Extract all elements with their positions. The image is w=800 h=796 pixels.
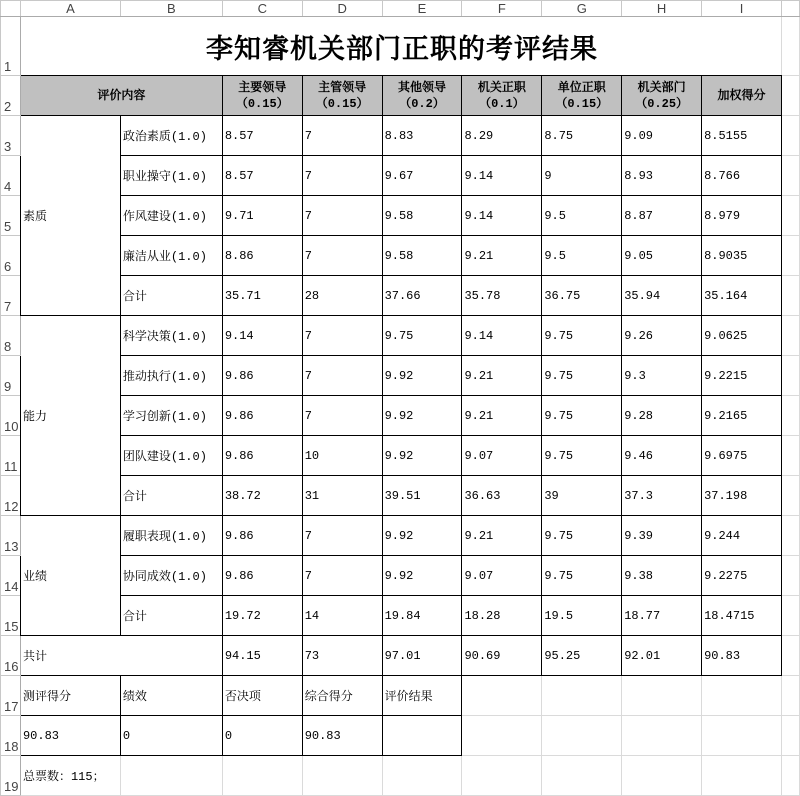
group-label[interactable]: 素质 [20,116,120,316]
item-label[interactable]: 作风建设(1.0) [120,196,222,236]
cell[interactable] [781,596,799,636]
header-name: 机关正职 [477,80,526,95]
row-header[interactable]: 18 [1,716,21,756]
value-cell[interactable]: 8.57 [222,156,302,196]
value-cell[interactable]: 38.72 [222,476,302,516]
total-value[interactable]: 92.01 [622,636,702,676]
row-header[interactable]: 10 [1,396,21,436]
row-header[interactable]: 3 [1,116,21,156]
value-cell[interactable]: 9.28 [622,396,702,436]
value-cell[interactable]: 9.86 [222,436,302,476]
item-label[interactable]: 科学决策(1.0) [120,316,222,356]
summary-label[interactable]: 评价结果 [382,676,462,716]
cell[interactable] [781,436,799,476]
value-cell[interactable]: 18.28 [462,596,542,636]
value-cell[interactable]: 8.29 [462,116,542,156]
value-cell[interactable]: 39.51 [382,476,462,516]
value-cell[interactable]: 9.07 [462,436,542,476]
value-cell[interactable]: 9.244 [702,516,782,556]
value-cell[interactable]: 8.86 [222,236,302,276]
cell[interactable] [462,716,542,756]
value-cell[interactable]: 9.21 [462,516,542,556]
header-evaluation-content[interactable]: 评价内容 [20,76,222,116]
value-cell[interactable]: 9.3 [622,356,702,396]
cell[interactable] [781,716,799,756]
value-cell[interactable]: 8.87 [622,196,702,236]
value-cell[interactable]: 7 [302,156,382,196]
value-cell[interactable]: 9.92 [382,516,462,556]
cell[interactable] [781,196,799,236]
cell[interactable] [781,76,799,116]
item-label[interactable]: 合计 [120,276,222,316]
value-cell[interactable]: 9.2275 [702,556,782,596]
select-all-corner[interactable] [1,1,21,17]
summary-value[interactable]: 0 [120,716,222,756]
total-value[interactable]: 95.25 [542,636,622,676]
item-label[interactable]: 履职表现(1.0) [120,516,222,556]
header-weight: （0.25） [635,96,689,111]
row-header[interactable]: 17 [1,676,21,716]
value-cell[interactable]: 9.39 [622,516,702,556]
value-cell[interactable]: 9.86 [222,516,302,556]
value-cell[interactable]: 18.4715 [702,596,782,636]
value-cell[interactable]: 19.5 [542,596,622,636]
cell[interactable] [781,236,799,276]
summary-label[interactable]: 测评得分 [20,676,120,716]
row-header[interactable]: 12 [1,476,21,516]
value-cell[interactable]: 8.5155 [702,116,782,156]
summary-label[interactable]: 综合得分 [302,676,382,716]
value-cell[interactable]: 7 [302,116,382,156]
value-cell[interactable]: 9.92 [382,396,462,436]
value-cell[interactable]: 7 [302,396,382,436]
value-cell[interactable]: 9.5 [542,236,622,276]
column-header-empty[interactable] [781,1,799,17]
header-name: 主要领导 [238,80,287,95]
value-cell[interactable]: 9.75 [542,316,622,356]
value-cell[interactable]: 9.58 [382,236,462,276]
row-header[interactable]: 6 [1,236,21,276]
value-cell[interactable]: 9.0625 [702,316,782,356]
value-cell[interactable]: 39 [542,476,622,516]
value-cell[interactable]: 8.75 [542,116,622,156]
row-header[interactable]: 1 [1,17,21,76]
cell[interactable] [781,316,799,356]
row-header[interactable]: 14 [1,556,21,596]
item-label[interactable]: 政治素质(1.0) [120,116,222,156]
item-label[interactable]: 协同成效(1.0) [120,556,222,596]
column-header-I[interactable]: I [702,1,782,17]
header-3[interactable] [382,76,462,116]
value-cell[interactable]: 9.14 [462,196,542,236]
cell[interactable] [462,676,542,716]
cell[interactable] [781,396,799,436]
value-cell[interactable]: 9.09 [622,116,702,156]
header-weight: （0.2） [399,96,445,111]
row-header[interactable]: 15 [1,596,21,636]
value-cell[interactable]: 9.26 [622,316,702,356]
value-cell[interactable]: 19.72 [222,596,302,636]
total-label[interactable]: 共计 [20,636,222,676]
row-header[interactable]: 16 [1,636,21,676]
column-header-G[interactable]: G [542,1,622,17]
header-name: 加权得分 [717,88,766,103]
summary-value[interactable]: 90.83 [302,716,382,756]
total-votes[interactable]: 总票数：115； [20,756,120,796]
value-cell[interactable]: 8.979 [702,196,782,236]
value-cell[interactable]: 35.71 [222,276,302,316]
value-cell[interactable]: 9.71 [222,196,302,236]
value-cell[interactable]: 7 [302,236,382,276]
header-2[interactable] [302,76,382,116]
value-cell[interactable]: 8.83 [382,116,462,156]
summary-value[interactable]: 0 [222,716,302,756]
cell[interactable] [781,476,799,516]
value-cell[interactable]: 36.75 [542,276,622,316]
header-6[interactable] [622,76,702,116]
cell[interactable] [542,676,622,716]
value-cell[interactable]: 19.84 [382,596,462,636]
header-weight: （0.1） [479,96,525,111]
total-value[interactable]: 90.83 [702,636,782,676]
value-cell[interactable]: 9.6975 [702,436,782,476]
summary-value[interactable]: 90.83 [20,716,120,756]
row-header[interactable]: 19 [1,756,21,796]
value-cell[interactable]: 7 [302,196,382,236]
cell[interactable] [702,676,782,716]
value-cell[interactable]: 37.198 [702,476,782,516]
value-cell[interactable]: 9.05 [622,236,702,276]
summary-label[interactable]: 绩效 [120,676,222,716]
value-cell[interactable]: 9.75 [542,356,622,396]
value-cell[interactable]: 37.66 [382,276,462,316]
value-cell[interactable]: 9.86 [222,396,302,436]
value-cell[interactable]: 35.78 [462,276,542,316]
value-cell[interactable]: 9.5 [542,196,622,236]
value-cell[interactable]: 8.57 [222,116,302,156]
cell[interactable] [781,636,799,676]
column-header-B[interactable]: B [120,1,222,17]
value-cell[interactable]: 35.94 [622,276,702,316]
value-cell[interactable]: 9.86 [222,556,302,596]
header-4[interactable] [462,76,542,116]
total-value[interactable]: 97.01 [382,636,462,676]
column-header-C[interactable]: C [222,1,302,17]
column-header-A[interactable]: A [20,1,120,17]
column-header-D[interactable]: D [302,1,382,17]
header-5[interactable] [542,76,622,116]
row-header[interactable]: 13 [1,516,21,556]
value-cell[interactable]: 9.86 [222,356,302,396]
value-cell[interactable]: 9 [542,156,622,196]
header-1[interactable] [222,76,302,116]
value-cell[interactable]: 9.75 [542,516,622,556]
total-value[interactable]: 94.15 [222,636,302,676]
value-cell[interactable]: 28 [302,276,382,316]
cell[interactable] [781,116,799,156]
item-label[interactable]: 合计 [120,596,222,636]
header-weight: （0.15） [315,96,369,111]
row-header[interactable]: 2 [1,76,21,116]
cell[interactable] [781,276,799,316]
item-label[interactable]: 学习创新(1.0) [120,396,222,436]
header-weight: （0.15） [235,96,289,111]
value-cell[interactable]: 9.92 [382,436,462,476]
header-name: 单位正职 [557,80,606,95]
value-cell[interactable]: 9.46 [622,436,702,476]
value-cell[interactable]: 18.77 [622,596,702,636]
value-cell[interactable]: 7 [302,516,382,556]
total-value[interactable]: 90.69 [462,636,542,676]
cell[interactable] [781,17,799,76]
sheet-title[interactable]: 李知睿机关部门正职的考评结果 [20,17,781,76]
header-weight: （0.15） [555,96,609,111]
group-label[interactable]: 能力 [20,316,120,516]
value-cell[interactable]: 35.164 [702,276,782,316]
cell[interactable] [622,716,702,756]
value-cell[interactable]: 9.2165 [702,396,782,436]
item-label[interactable]: 团队建设(1.0) [120,436,222,476]
header-name: 主管领导 [318,80,367,95]
row-header[interactable]: 4 [1,156,21,196]
header-7[interactable] [702,76,782,116]
value-cell[interactable]: 9.14 [462,156,542,196]
cell[interactable] [781,556,799,596]
value-cell[interactable]: 9.2215 [702,356,782,396]
row-header[interactable]: 8 [1,316,21,356]
row-header[interactable]: 7 [1,276,21,316]
group-label[interactable]: 业绩 [20,516,120,636]
cell[interactable] [781,676,799,716]
value-cell[interactable]: 10 [302,436,382,476]
value-cell[interactable]: 9.38 [622,556,702,596]
item-label[interactable]: 职业操守(1.0) [120,156,222,196]
value-cell[interactable]: 8.766 [702,156,782,196]
value-cell[interactable]: 9.21 [462,356,542,396]
value-cell[interactable]: 7 [302,316,382,356]
summary-label[interactable]: 否决项 [222,676,302,716]
column-header-F[interactable]: F [462,1,542,17]
row-header[interactable]: 9 [1,356,21,396]
row-header[interactable]: 5 [1,196,21,236]
cell[interactable] [702,716,782,756]
value-cell[interactable]: 37.3 [622,476,702,516]
summary-value[interactable] [382,716,462,756]
item-label[interactable]: 廉洁从业(1.0) [120,236,222,276]
cell[interactable] [781,356,799,396]
cell[interactable] [781,516,799,556]
column-header-E[interactable]: E [382,1,462,17]
value-cell[interactable]: 9.75 [382,316,462,356]
total-value[interactable]: 73 [302,636,382,676]
value-cell[interactable]: 9.92 [382,556,462,596]
value-cell[interactable]: 9.14 [222,316,302,356]
value-cell[interactable]: 31 [302,476,382,516]
cell[interactable] [781,156,799,196]
value-cell[interactable]: 36.63 [462,476,542,516]
item-label[interactable]: 合计 [120,476,222,516]
header-name: 其他领导 [398,80,447,95]
cell[interactable] [622,676,702,716]
value-cell[interactable]: 9.92 [382,356,462,396]
value-cell[interactable]: 9.14 [462,316,542,356]
row-header[interactable]: 11 [1,436,21,476]
header-name: 机关部门 [637,80,686,95]
value-cell[interactable]: 9.75 [542,436,622,476]
value-cell[interactable]: 9.21 [462,236,542,276]
value-cell[interactable]: 14 [302,596,382,636]
value-cell[interactable]: 9.75 [542,556,622,596]
value-cell[interactable]: 9.21 [462,396,542,436]
cell[interactable] [542,716,622,756]
value-cell[interactable]: 9.67 [382,156,462,196]
value-cell[interactable]: 7 [302,556,382,596]
item-label[interactable]: 推动执行(1.0) [120,356,222,396]
value-cell[interactable]: 8.93 [622,156,702,196]
value-cell[interactable]: 7 [302,356,382,396]
column-header-H[interactable]: H [622,1,702,17]
value-cell[interactable]: 8.9035 [702,236,782,276]
value-cell[interactable]: 9.75 [542,396,622,436]
value-cell[interactable]: 9.07 [462,556,542,596]
value-cell[interactable]: 9.58 [382,196,462,236]
